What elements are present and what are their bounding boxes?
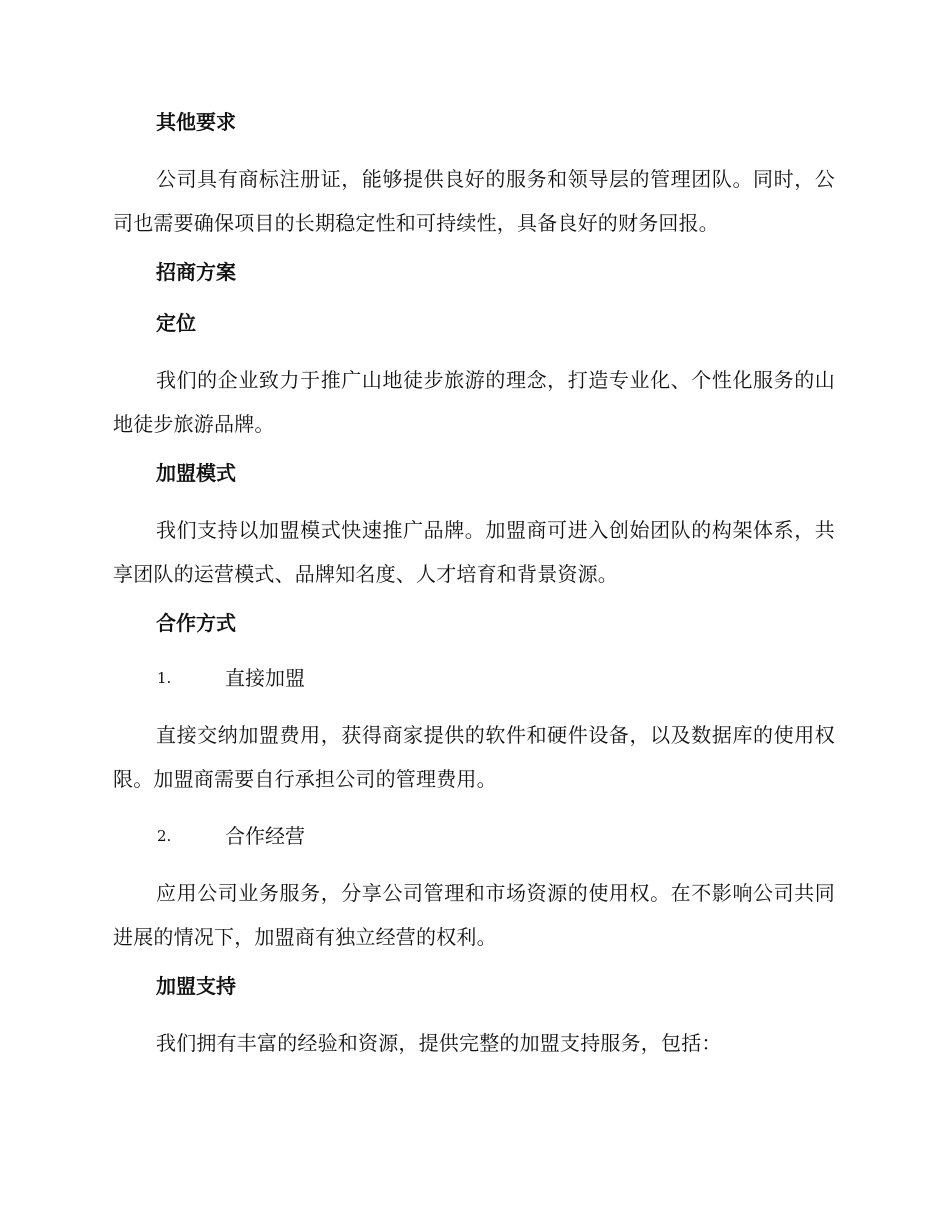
list-label: 合作经营: [225, 824, 305, 848]
section-heading-positioning: 定位: [156, 311, 196, 335]
document-page: [113, 108, 835, 1078]
section-heading-cooperation: 合作方式: [156, 611, 236, 635]
paragraph-franchise-model: 我们支持以加盟模式快速推广品牌。加盟商可进入创始团队的构架体系，共享团队的运营模式、品牌知名度、人才培育和背景资源。: [113, 518, 835, 586]
paragraph-positioning: 我们的企业致力于推广山地徒步旅游的理念，打造专业化、个性化服务的山地徒步旅游品牌。: [113, 368, 835, 436]
section-heading-franchise-support: 加盟支持: [156, 974, 236, 998]
list-number: 2.: [157, 827, 172, 845]
section-heading-franchise-model: 加盟模式: [156, 461, 236, 485]
section-heading-other-requirements: 其他要求: [156, 110, 236, 134]
list-item: [113, 656, 835, 700]
paragraph-franchise-support: 我们拥有丰富的经验和资源，提供完整的加盟支持服务，包括：: [156, 1031, 722, 1055]
list-item: [113, 814, 835, 858]
paragraph-direct-franchise: 直接交纳加盟费用，获得商家提供的软件和硬件设备，以及数据库的使用权限。加盟商需要自行承担公司的管理费用。: [113, 723, 835, 791]
paragraph-joint-operation: 应用公司业务服务，分享公司管理和市场资源的使用权。在不影响公司共同进展的情况下，加盟商有独立经营的权利。: [113, 881, 835, 949]
section-heading-investment-plan: 招商方案: [156, 260, 236, 284]
list-label: 直接加盟: [225, 666, 305, 690]
list-number: 1.: [157, 669, 172, 687]
paragraph-other-requirements: 公司具有商标注册证，能够提供良好的服务和领导层的管理团队。同时，公司也需要确保项目的长期稳定性和可持续性，具备良好的财务回报。: [113, 167, 835, 235]
